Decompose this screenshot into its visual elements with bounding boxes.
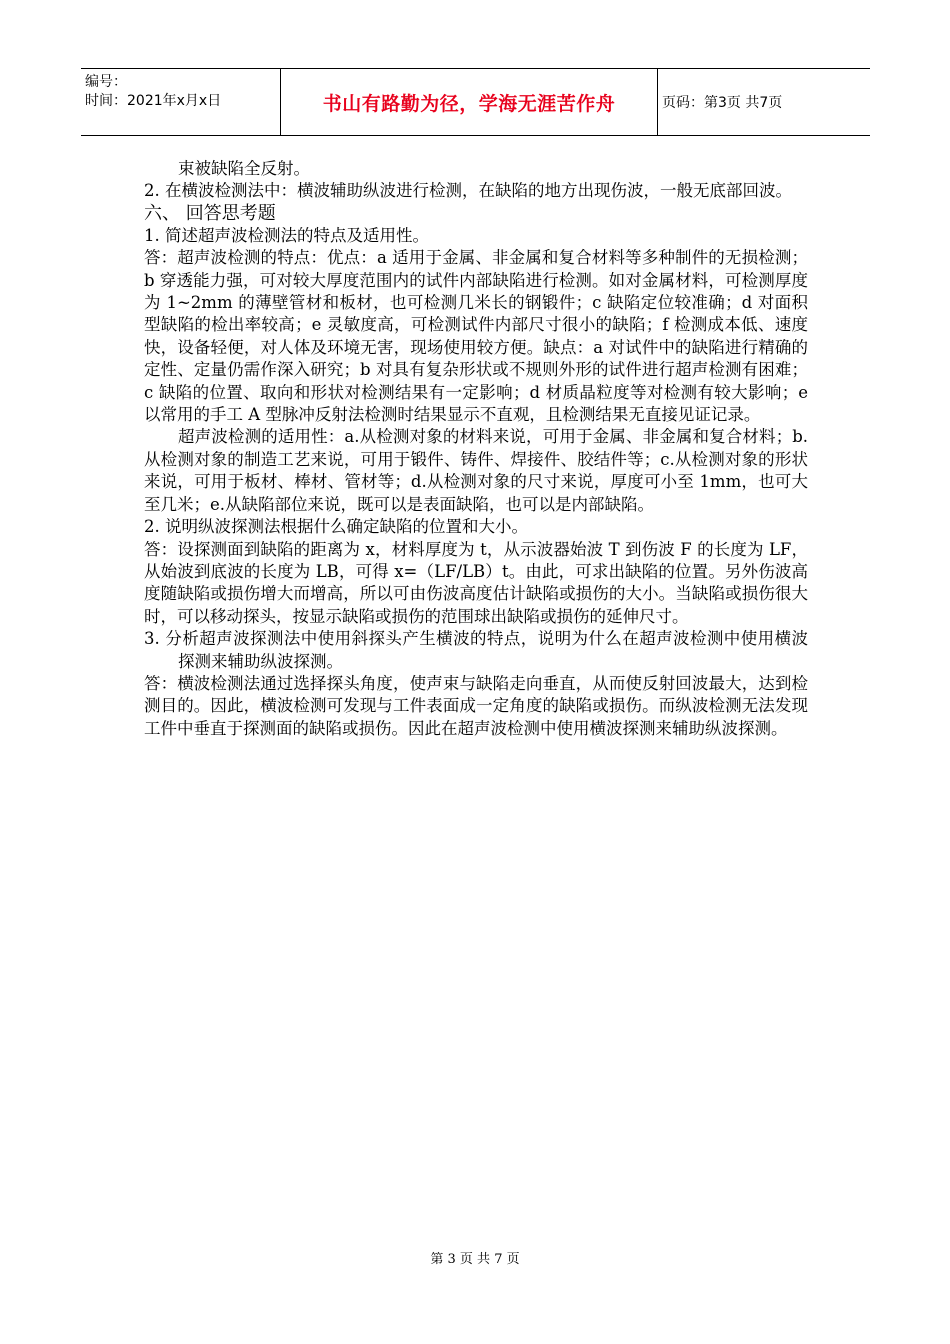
document-number-label: 编号： [85, 74, 127, 90]
header-page-info: 页码：第3页 共7页 [662, 95, 783, 111]
answer-paragraph: 答：超声波检测的特点：优点：a 适用于金属、非金属和复合材料等多种制件的无损检测；b 穿透能力强，可对较大厚度范围内的试件内部缺陷进行检测。如对金属材料，可检测厚度为 1~2mm 的薄壁管材和板材，也可检测几米长的钢锻件；c 缺陷定位较准确；d 对面积型缺陷的检出率较高；e 灵敏度高，可检测试件内部尺寸很小的缺陷；f 检测成本低、速度快，设备轻便，对人体及环境无害，现场使用较方便。缺点：a 对试件中的缺陷进行精确的定性、定量仍需作深入研究；b 对具有复杂形状或不规则外形的试件进行超声检测有困难；c 缺陷的位置、取向和形状对检测结果有一定影响；d 材质晶粒度等对检测有较大影响；e 以常用的手工 A 型脉冲反射法检测时结果显示不直观，且检测结果无直接见证记录。 [144, 248, 808, 425]
header-motto: 书山有路勤为径，学海无涯苦作舟 [322, 92, 616, 115]
question: 1. 简述超声波检测法的特点及适用性。 [144, 225, 429, 245]
question: 3. 分析超声波探测法中使用斜探头产生横波的特点，说明为什么在超声波检测中使用横波探测来辅助纵波探测。 [144, 629, 808, 671]
document-date: 时间：2021年x月x日 [85, 93, 222, 109]
answer-paragraph: 超声波检测的适用性：a.从检测对象的材料来说，可用于金属、非金属和复合材料；b.从检测对象的制造工艺来说，可用于锻件、铸件、焊接件、胶结件等；c.从检测对象的形状来说，可用于板材、棒材、管材等；d.从检测对象的尺寸来说，厚度可小至 1mm，也可大至几米；e.从缺陷部位来说，既可以是表面缺陷，也可以是内部缺陷。 [144, 427, 808, 514]
document-header [81, 68, 870, 136]
answer-paragraph: 答：设探测面到缺陷的距离为 x，材料厚度为 t，从示波器始波 T 到伤波 F 的长度为 LF，从始波到底波的长度为 LB，可得 x=（LF/LB）t。由此，可求出缺陷的位置。另外伤波高度随缺陷或损伤增大而增高，所以可由伤波高度估计缺陷或损伤的大小。当缺陷或损伤很大时，可以移动探头，按显示缺陷或损伤的范围球出缺陷或损伤的延伸尺寸。 [144, 539, 808, 626]
header-meta-cell [81, 69, 281, 135]
section-heading: 六、 回答思考题 [144, 202, 276, 224]
answer-paragraph: 答：横波检测法通过选择探头角度，使声束与缺陷走向垂直，从而使反射回波最大，达到检测目的。因此，横波检测可发现与工件表面成一定角度的缺陷或损伤。而纵波检测无法发现工件中垂直于探测面的缺陷或损伤。因此在超声波检测中使用横波探测来辅助纵波探测。 [144, 673, 808, 738]
document-body [144, 158, 808, 740]
page-footer: 第 3 页 共 7 页 [430, 1252, 520, 1267]
paragraph: 束被缺陷全反射。 [178, 159, 310, 178]
header-page-cell [658, 69, 870, 135]
header-motto-cell [281, 69, 658, 135]
question: 2. 说明纵波探测法根据什么确定缺陷的位置和大小。 [144, 517, 528, 537]
list-item: 2. 在横波检测法中：横波辅助纵波进行检测，在缺陷的地方出现伤波，一般无底部回波。 [144, 181, 792, 201]
